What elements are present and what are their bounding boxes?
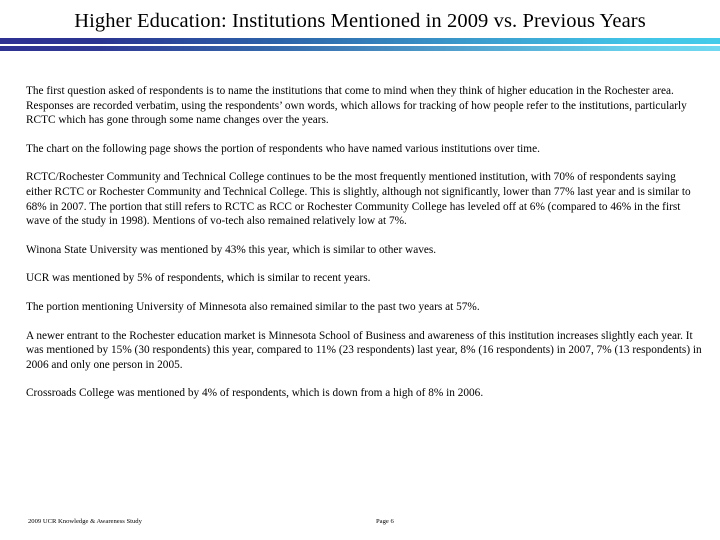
body-paragraph: UCR was mentioned by 5% of respondents, which is similar to recent years. (26, 272, 371, 285)
body-paragraph: The first question asked of respondents is to name the institutions that come to mind when they think of higher education in the Rochester area. Responses are recorded verbatim, using the respondents’ own words, which allows for tracking of how people refer to the institutions, particularly RCTC which has gone through some name changes over the years. (26, 85, 687, 127)
body-paragraph: The chart on the following page shows the portion of respondents who have named various institutions over time. (26, 142, 540, 155)
body-paragraph: RCTC/Rochester Community and Technical College continues to be the most frequently mentioned institution, with 70% of respondents saying either RCTC or Rochester Community and Technical College. This is slightly, although not significantly, lower than 77% last year and is similar to 68% in 2007. The portion that still refers to RCTC as RCC or Rochester Community College has leveled off at 6% (compared to 46% in the first wave of the study in 1998). Mentions of vo-tech also remained relatively low at 7%. (26, 171, 691, 228)
footer-page-number: Page 6 (376, 518, 394, 525)
slide-footer (28, 517, 692, 529)
title-divider (0, 38, 720, 52)
body-content (26, 84, 702, 401)
footer-study-name: 2009 UCR Knowledge & Awareness Study (28, 518, 142, 525)
page-title: Higher Education: Institutions Mentioned in 2009 vs. Previous Years (74, 10, 646, 32)
body-paragraph: Crossroads College was mentioned by 4% of respondents, which is down from a high of 8% in 2006. (26, 387, 484, 400)
body-paragraph: Winona State University was mentioned by 43% this year, which is similar to other waves. (26, 243, 437, 256)
divider-bar-bottom (0, 46, 720, 51)
body-paragraph: The portion mentioning University of Minnesota also remained similar to the past two years at 57%. (26, 300, 480, 313)
body-paragraph: A newer entrant to the Rochester education market is Minnesota School of Business and awareness of this institution increases slightly each year. It was mentioned by 15% (30 respondents) this year, compared to 11% (23 respondents) last year, 8% (16 respondents) in 2007, 7% (13 respondents) in 2006 and only one person in 2005. (26, 329, 702, 371)
title-block (0, 8, 720, 34)
